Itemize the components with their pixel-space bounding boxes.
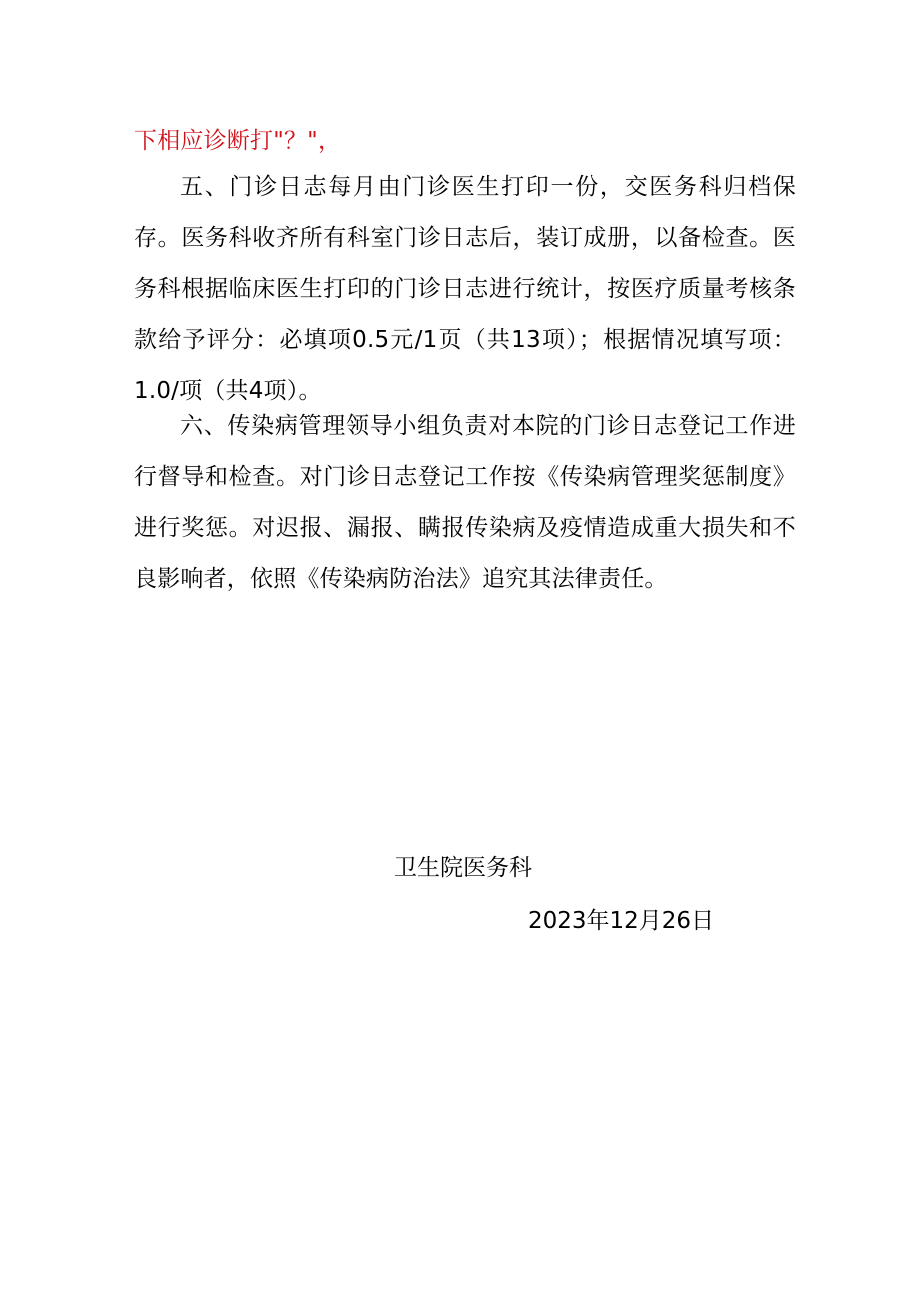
section-five-paragraph: 五、门诊日志每月由门诊医生打印一份，交医务科归档保存。医务科收齐所有科室门诊日志后，装订成册，以备检查。医务科根据临床医生打印的门诊日志进行统计，按医疗质量考核条款给予评分：必填项0.5元/1页（共13项）；根据情况填写项：1.0/项（共4项）。: [134, 174, 796, 404]
continuation-text: 下相应诊断打"？"，: [134, 128, 342, 154]
signature-department: 卫生院医务科: [394, 855, 532, 881]
section-six-paragraph: 六、传染病管理领导小组负责对本院的门诊日志登记工作进行督导和检查。对门诊日志登记工作按《传染病管理奖惩制度》进行奖惩。对迟报、漏报、瞒报传染病及疫情造成重大损失和不良影响者，依照《传染病防治法》追究其法律责任。: [134, 413, 796, 592]
signature-date: 2023年12月26日: [528, 908, 715, 934]
